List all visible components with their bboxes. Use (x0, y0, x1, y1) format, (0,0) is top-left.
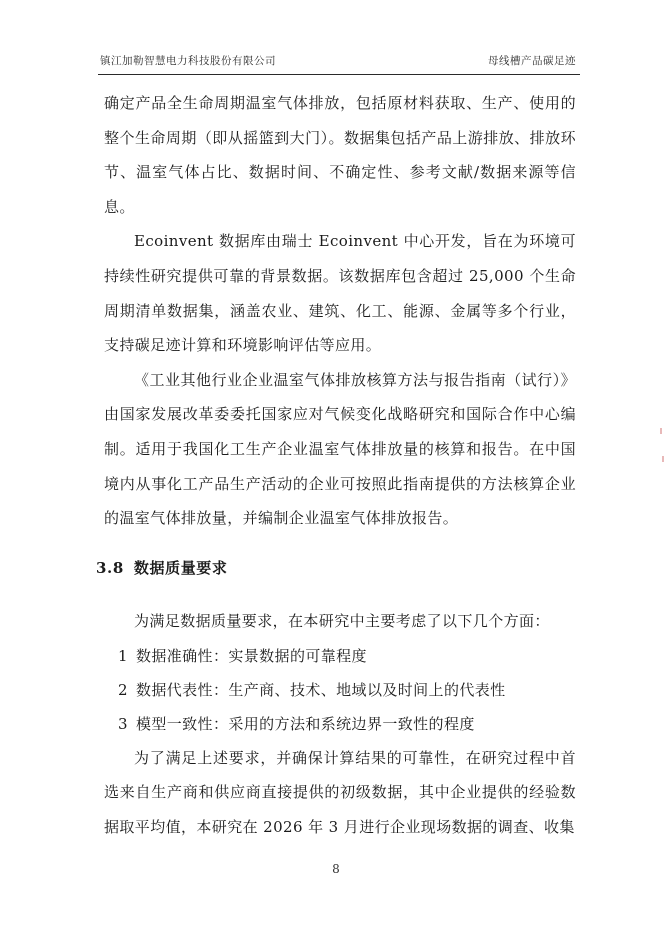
paragraph-guideline: 《工业其他行业企业温室气体排放核算方法与报告指南（试行）》由国家发展改革委委托国家应对气候变化战略研究和国际合作中心编制。适用于我国化工生产企业温室气体排放量的核算和报告。在中国境内从事化工产品生产活动的企业可按照此指南提供的方法核算企业的温室气体排放量，并编制企业温室气体排放报告。 (104, 370, 576, 528)
paragraph-lifecycle-dataset: 确定产品全生命周期温室气体排放，包括原材料获取、生产、使用的整个生命周期（即从摇篮到大门）。数据集包括产品上游排放、排放环节、温室气体占比、数据时间、不确定性、参考文献/数据来源等信息。 (104, 94, 576, 216)
body-text-bottom (104, 604, 576, 844)
list-item (104, 707, 576, 741)
header-company-name: 镇江加勒智慧电力科技股份有限公司 (100, 55, 276, 67)
paragraph-intro: 为满足数据质量要求，在本研究中主要考虑了以下几个方面： (134, 612, 550, 630)
section-heading (96, 557, 228, 578)
page-number: 8 (332, 862, 340, 876)
list-item-text: 数据代表性：生产商、技术、地域以及时间上的代表性 (135, 680, 506, 699)
section-number: 3.8 (96, 559, 124, 577)
page-header (98, 48, 580, 75)
section-title: 数据质量要求 (133, 559, 228, 577)
list-item-text: 数据准确性：实景数据的可靠程度 (135, 646, 367, 665)
paragraph-ecoinvent: Ecoinvent 数据库由瑞士 Ecoinvent 中心开发，旨在为环境可持续性研究提供可靠的背景数据。该数据库包含超过 25,000 个生命周期清单数据集，涵盖农业、建筑、化工、能源、金属等多个行业，支持碳足迹计算和环境影响评估等应用。 (104, 232, 576, 355)
paragraph-closing: 为了满足上述要求，并确保计算结果的可靠性，在研究过程中首选来自生产商和供应商直接提供的初级数据，其中企业提供的经验数据取平均值，本研究在 2026 年 3 月进行企业现场数据的调查、收集 (104, 748, 576, 836)
list-item (104, 639, 576, 673)
body-text-top (104, 86, 576, 536)
list-item-text: 模型一致性：采用的方法和系统边界一致性的程度 (135, 714, 475, 733)
list-item-number: 1 (118, 646, 128, 665)
header-document-title: 母线槽产品碳足迹 (488, 55, 576, 67)
scan-mark (662, 456, 664, 462)
list-item-number: 2 (118, 680, 128, 699)
scan-mark (660, 428, 662, 434)
list-item-number: 3 (118, 714, 128, 733)
list-item (104, 673, 576, 707)
